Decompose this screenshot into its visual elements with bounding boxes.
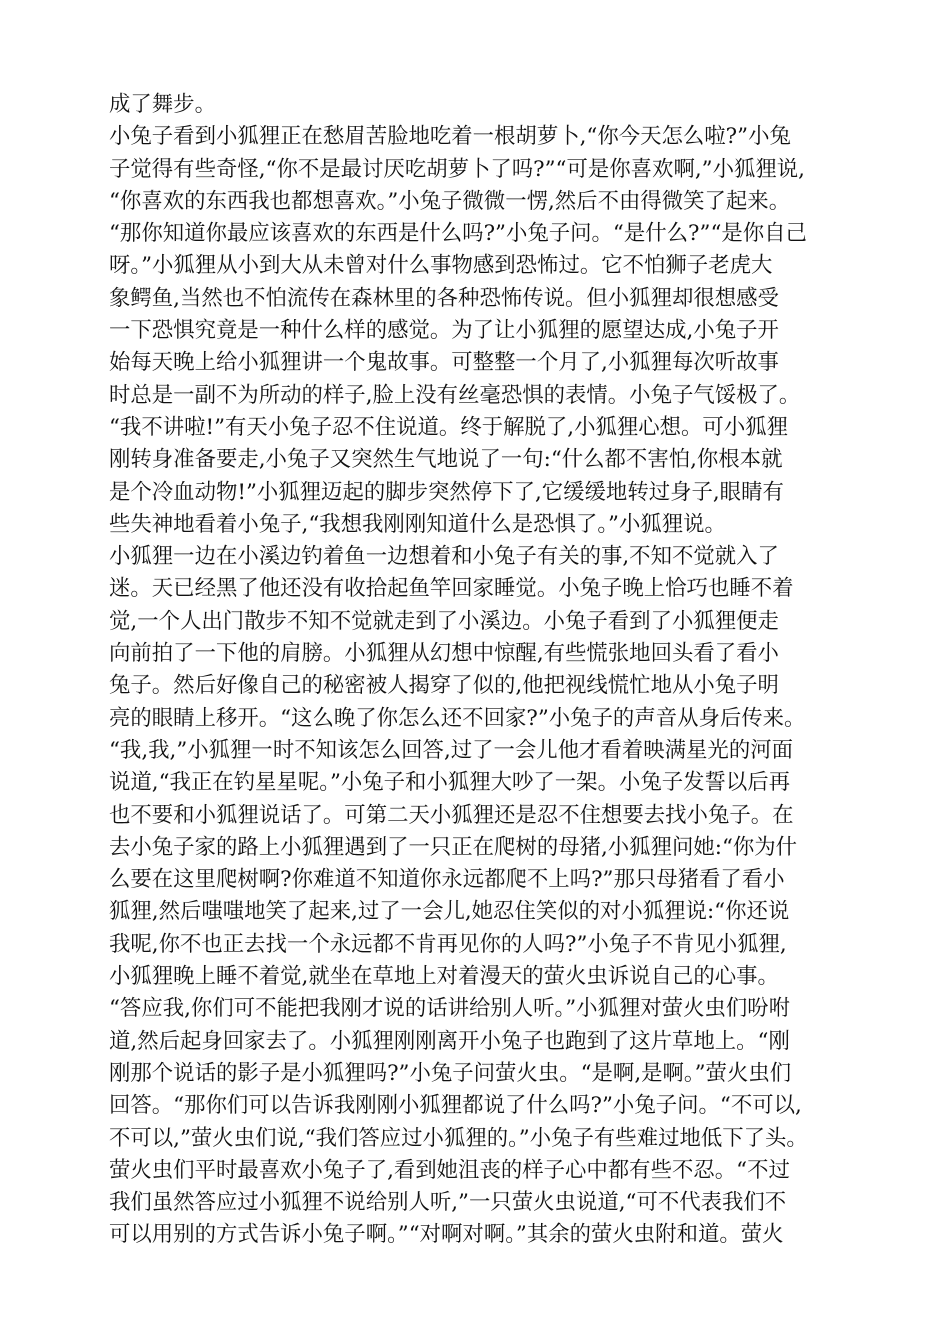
text-line: “答应我,你们可不能把我刚才说的话讲给别人听。”小狐狸对萤火虫们吩咐 <box>109 996 791 1022</box>
text-line: 觉,一个人出门散步不知不觉就走到了小溪边。小兔子看到了小狐狸便走 <box>109 608 779 634</box>
text-line: 始每天晚上给小狐狸讲一个鬼故事。可整整一个月了,小狐狸每次听故事 <box>109 350 779 376</box>
text-line: 成了舞步。 <box>109 92 216 117</box>
text-line: “我不讲啦!”有天小兔子忍不住说道。终于解脱了,小狐狸心想。可小狐狸 <box>109 414 788 440</box>
text-line: 是个冷血动物!”小狐狸迈起的脚步突然停下了,它缓缓地转过身子,眼睛有 <box>109 479 784 505</box>
text-line: 回答。“那你们可以告诉我刚刚小狐狸都说了什么吗?”小兔子问。“不可以, <box>109 1093 802 1119</box>
text-line: 刚那个说话的影子是小狐狸吗?”小兔子问萤火虫。“是啊,是啊。”萤火虫们 <box>109 1060 792 1086</box>
text-line: 呀。”小狐狸从小到大从未曾对什么事物感到恐怖过。它不怕狮子老虎大 <box>109 253 773 279</box>
text-line: 说道,“我正在钓星星呢。”小兔子和小狐狸大吵了一架。小兔子发誓以后再 <box>109 770 791 796</box>
text-line: 刚转身准备要走,小兔子又突然生气地说了一句:“什么都不害怕,你根本就 <box>109 447 783 473</box>
text-line: 小狐狸晚上睡不着觉,就坐在草地上对着漫天的萤火虫诉说自己的心事。 <box>109 964 779 990</box>
text-line: 我们虽然答应过小狐狸不说给别人听,”一只萤火虫说道,“可不代表我们不 <box>109 1190 787 1216</box>
text-line: 道,然后起身回家去了。小狐狸刚刚离开小兔子也跑到了这片草地上。“刚 <box>109 1028 790 1054</box>
text-line: 些失神地看着小兔子,“我想我刚刚知道什么是恐惧了。”小狐狸说。 <box>109 511 726 537</box>
text-line: “那你知道你最应该喜欢的东西是什么吗?”小兔子问。“是什么?”“是你自己 <box>109 221 807 247</box>
text-line: 子觉得有些奇怪,“你不是最讨厌吃胡萝卜了吗?”“可是你喜欢啊,”小狐狸说, <box>109 156 805 182</box>
text-line: “你喜欢的东西我也都想喜欢。”小兔子微微一愣,然后不由得微笑了起来。 <box>109 188 791 214</box>
text-line: 狐狸,然后嗤嗤地笑了起来,过了一会儿,她忍住笑似的对小狐狸说:“你还说 <box>109 899 790 925</box>
text-line: 小狐狸一边在小溪边钓着鱼一边想着和小兔子有关的事,不知不觉就入了 <box>109 544 779 570</box>
text-line: 可以用别的方式告诉小兔子啊。”“对啊对啊。”其余的萤火虫附和道。萤火 <box>109 1222 784 1248</box>
text-line: 萤火虫们平时最喜欢小兔子了,看到她沮丧的样子心中都有些不忍。“不过 <box>109 1157 790 1183</box>
text-line: 去小兔子家的路上小狐狸遇到了一只正在爬树的母猪,小狐狸问她:“你为什 <box>109 834 798 860</box>
text-line: 向前拍了一下他的肩膀。小狐狸从幻想中惊醒,有些慌张地回头看了看小 <box>109 641 779 667</box>
text-line: 时总是一副不为所动的样子,脸上没有丝毫恐惧的表情。小兔子气馁极了。 <box>109 382 801 408</box>
text-line: 一下恐惧究竟是一种什么样的感觉。为了让小狐狸的愿望达成,小兔子开 <box>109 318 779 344</box>
text-line: 兔子。然后好像自己的秘密被人揭穿了似的,他把视线慌忙地从小兔子明 <box>109 673 779 699</box>
text-line: 迷。天已经黑了他还没有收拾起鱼竿回家睡觉。小兔子晚上恰巧也睡不着 <box>109 576 794 602</box>
text-line: 小兔子看到小狐狸正在愁眉苦脸地吃着一根胡萝卜,“你今天怎么啦?”小兔 <box>109 124 791 150</box>
text-line: 我呢,你不也正去找一个永远都不肯再见你的人吗?”小兔子不肯见小狐狸, <box>109 931 787 957</box>
text-line: “我,我,”小狐狸一时不知该怎么回答,过了一会儿他才看着映满星光的河面 <box>109 737 793 763</box>
text-line: 不可以,”萤火虫们说,“我们答应过小狐狸的。”小兔子有些难过地低下了头。 <box>109 1125 808 1151</box>
text-line: 么要在这里爬树啊?你难道不知道你永远都爬不上吗?”那只母猪看了看小 <box>109 867 785 893</box>
text-line: 象鳄鱼,当然也不怕流传在森林里的各种恐怖传说。但小狐狸却很想感受 <box>109 285 779 311</box>
story-text-block <box>109 89 859 1252</box>
text-line: 亮的眼睛上移开。“这么晚了你怎么还不回家?”小兔子的声音从身后传来。 <box>109 705 806 731</box>
text-line: 也不要和小狐狸说话了。可第二天小狐狸还是忍不住想要去找小兔子。在 <box>109 802 794 828</box>
